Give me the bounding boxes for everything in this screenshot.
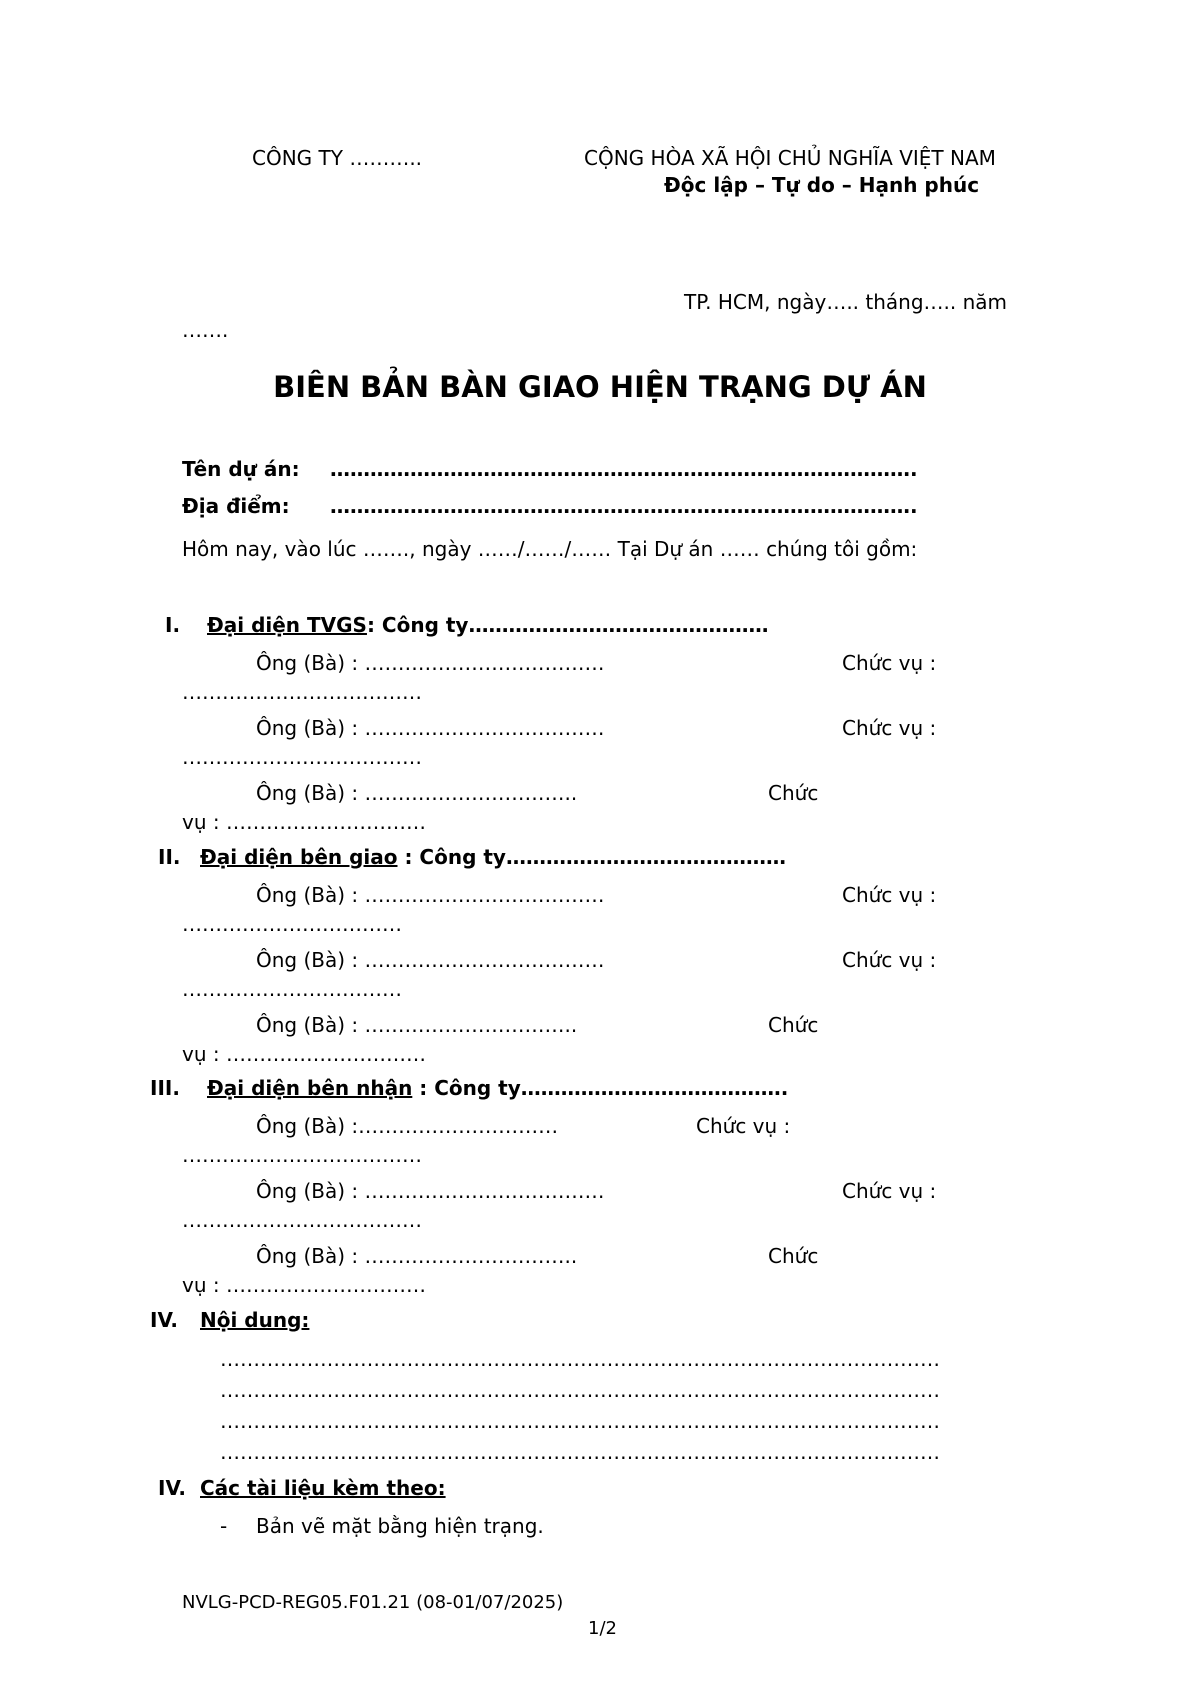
s1-row1-position-cont: ……………………………… xyxy=(182,680,422,704)
s1-row1-person: Ông (Bà) : ……………………………… xyxy=(256,651,605,675)
s2-row1-person: Ông (Bà) : ……………………………… xyxy=(256,883,605,907)
s1-row1-position: Chức vụ : xyxy=(842,651,937,675)
s2-row1-position-cont: …………………………… xyxy=(182,912,402,936)
section-4-heading xyxy=(150,1308,309,1332)
s2-row2-person: Ông (Bà) : ……………………………… xyxy=(256,948,605,972)
content-line-4: ……………………………………………………………………………………………… xyxy=(220,1440,940,1464)
s3-row3-position: Chức xyxy=(768,1244,819,1268)
s2-row3-position-cont: vụ : ………………………… xyxy=(182,1042,426,1066)
national-title: CỘNG HÒA XÃ HỘI CHỦ NGHĨA VIỆT NAM xyxy=(584,146,996,170)
s1-row2-position: Chức vụ : xyxy=(842,716,937,740)
section-2-company: : Công ty…………………………………… xyxy=(397,845,786,869)
section-5-heading xyxy=(158,1476,446,1500)
content-line-3: ……………………………………………………………………………………………… xyxy=(220,1409,940,1433)
s1-row3-position: Chức xyxy=(768,781,819,805)
s2-row1-position: Chức vụ : xyxy=(842,883,937,907)
s2-row3-position: Chức xyxy=(768,1013,819,1037)
s3-row1-position: Chức vụ : xyxy=(696,1114,791,1138)
s2-row2-position-cont: …………………………… xyxy=(182,977,402,1001)
section-3-heading xyxy=(150,1076,788,1100)
s3-row3-position-cont: vụ : ………………………… xyxy=(182,1273,426,1297)
section-5-label: Các tài liệu kèm theo: xyxy=(200,1476,446,1500)
s2-row3-person: Ông (Bà) : ………………………….. xyxy=(256,1013,578,1037)
document-title: BIÊN BẢN BÀN GIAO HIỆN TRẠNG DỰ ÁN xyxy=(273,370,927,404)
project-name-value: ……………………………………………………………………………. xyxy=(330,457,918,481)
s3-row2-person: Ông (Bà) : ……………………………… xyxy=(256,1179,605,1203)
section-4-label: Nội dung: xyxy=(200,1308,310,1332)
section-2-label: Đại diện bên giao xyxy=(200,845,398,869)
footer-code: NVLG-PCD-REG05.F01.21 (08-01/07/2025) xyxy=(182,1592,564,1613)
project-name-label: Tên dự án: xyxy=(182,457,300,481)
section-4-number: IV. xyxy=(150,1308,178,1332)
intro-text: Hôm nay, vào lúc ……., ngày ……/……/…… Tại Dự án …… chúng tôi gồm: xyxy=(182,537,918,561)
section-2-number: II. xyxy=(158,845,181,869)
section-1-heading xyxy=(165,613,768,637)
s1-row2-position-cont: ……………………………… xyxy=(182,745,422,769)
s1-row3-person: Ông (Bà) : ………………………….. xyxy=(256,781,578,805)
s2-row2-position: Chức vụ : xyxy=(842,948,937,972)
s3-row2-position-cont: ……………………………… xyxy=(182,1208,422,1232)
s3-row3-person: Ông (Bà) : ………………………….. xyxy=(256,1244,578,1268)
section-3-label: Đại diện bên nhận xyxy=(207,1076,413,1100)
project-location-label: Địa điểm: xyxy=(182,494,290,518)
project-location-value: ……………………………………………………………………………. xyxy=(330,494,918,518)
section-1-label: Đại diện TVGS xyxy=(207,613,367,637)
s3-row1-position-cont: ……………………………… xyxy=(182,1143,422,1167)
section-3-company: : Công ty…………………………………. xyxy=(412,1076,789,1100)
s3-row1-person: Ông (Bà) :………………………… xyxy=(256,1114,559,1138)
section-2-heading xyxy=(158,845,786,869)
s1-row2-person: Ông (Bà) : ……………………………… xyxy=(256,716,605,740)
content-line-1: ……………………………………………………………………………………………… xyxy=(220,1347,940,1371)
section-3-number: III. xyxy=(150,1076,180,1100)
national-motto: Độc lập – Tự do – Hạnh phúc xyxy=(664,173,980,197)
s3-row2-position: Chức vụ : xyxy=(842,1179,937,1203)
section-1-number: I. xyxy=(165,613,181,637)
content-line-2: ……………………………………………………………………………………………… xyxy=(220,1378,940,1402)
attachment-bullet: - xyxy=(220,1514,228,1538)
company-name: CÔNG TY ……….. xyxy=(252,146,423,170)
section-5-number: IV. xyxy=(158,1476,186,1500)
section-1-company: : Công ty……………………………………… xyxy=(366,613,769,637)
date-line: TP. HCM, ngày….. tháng….. năm xyxy=(684,290,1008,314)
page-number: 1/2 xyxy=(588,1618,617,1639)
date-line-continued: ……. xyxy=(182,318,229,342)
s1-row3-position-cont: vụ : ………………………… xyxy=(182,810,426,834)
attachment-item: Bản vẽ mặt bằng hiện trạng. xyxy=(256,1514,544,1538)
